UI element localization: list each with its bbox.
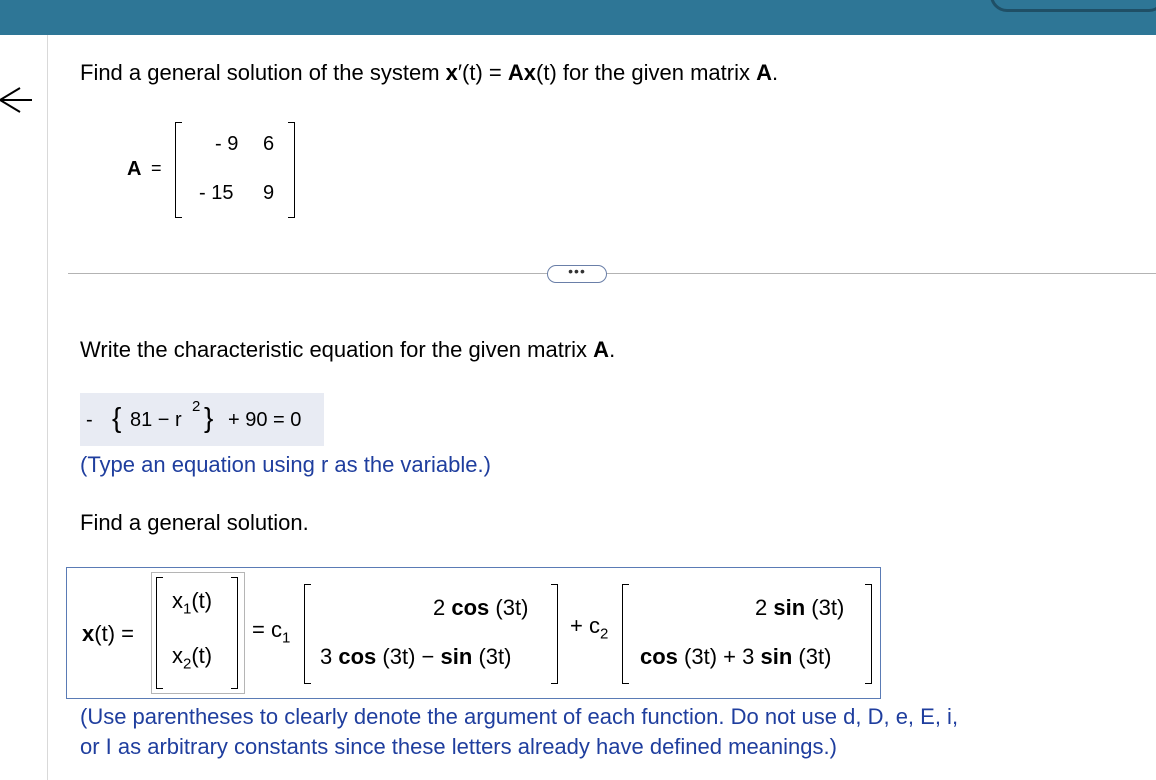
xt-eq: (t) = xyxy=(94,621,134,646)
x1-sub: 1 xyxy=(183,600,192,618)
v1-bot-arg: (3t) − xyxy=(382,644,435,669)
prompt-text-1: Find a general solution of the system xyxy=(80,60,440,85)
c2-sub: 2 xyxy=(599,625,609,643)
c1-sub: 1 xyxy=(281,629,291,647)
v1-right-bracket xyxy=(551,584,558,684)
v2-top-entry[interactable] xyxy=(755,595,844,621)
xt-label xyxy=(82,621,134,647)
part1-prompt xyxy=(80,337,615,363)
x-vector-left-bracket xyxy=(156,577,163,689)
question-prompt xyxy=(80,60,778,86)
more-options-button[interactable]: ••• xyxy=(547,265,607,283)
prompt-text-2: (t) = xyxy=(462,60,502,85)
part2-hint-line1: (Use parentheses to clearly denote the argument of each function. Do not use d, D, e, E, i, xyxy=(80,704,959,729)
matrix-a21: - 15 xyxy=(199,182,234,204)
eq-c1-text: = c xyxy=(252,617,282,642)
v1-top-entry[interactable] xyxy=(433,595,528,621)
answer-right-brace: } xyxy=(204,402,214,433)
x2-sub: 2 xyxy=(183,655,192,673)
part1-prompt-A: A xyxy=(593,337,610,362)
v2-right-bracket xyxy=(865,584,872,684)
answer-minus: - xyxy=(86,409,93,431)
v1-bottom-entry[interactable] xyxy=(320,644,511,670)
x2-x: x xyxy=(172,643,183,668)
xt-x: x xyxy=(82,621,95,646)
plus-c2 xyxy=(570,613,608,642)
x-vector-right-bracket xyxy=(231,577,238,689)
section-divider xyxy=(68,273,1156,274)
prompt-end: . xyxy=(771,60,779,85)
prompt-Ax: Ax xyxy=(507,60,537,85)
matrix-a12: 6 xyxy=(263,133,275,155)
v1-top-fn: cos xyxy=(451,595,490,620)
x1-x: x xyxy=(172,588,183,613)
matrix-equals: = xyxy=(151,158,162,178)
matrix-left-bracket xyxy=(175,122,182,218)
part1-prompt-text: Write the characteristic equation for the given matrix xyxy=(80,337,588,362)
prompt-A: A xyxy=(756,60,772,85)
v1-bot-fn: cos xyxy=(338,644,377,669)
v2-top-num: 2 xyxy=(755,595,768,620)
top-header-bar xyxy=(0,0,1156,35)
part2-hint-line2: or I as arbitrary constants since these letters already have defined meanings.) xyxy=(80,734,837,759)
answer-exponent: 2 xyxy=(192,398,201,415)
prompt-x-vector: x xyxy=(445,60,458,85)
x2-t: (t) xyxy=(191,643,213,668)
v1-top-num: 2 xyxy=(433,595,446,620)
v2-top-arg: (3t) xyxy=(811,595,845,620)
x1-entry xyxy=(172,588,212,617)
matrix-a22: 9 xyxy=(263,182,275,204)
left-divider xyxy=(47,35,48,780)
v1-left-bracket xyxy=(304,584,311,684)
part2-prompt: Find a general solution. xyxy=(80,510,309,535)
v1-bot-num: 3 xyxy=(320,644,333,669)
v2-bot-arg: (3t) + 3 xyxy=(684,644,755,669)
prompt-prime: ′ xyxy=(457,60,463,85)
answer-rest: + 90 = 0 xyxy=(228,409,302,431)
v1-bot-arg2: (3t) xyxy=(478,644,512,669)
matrix-a11: - 9 xyxy=(215,133,239,155)
answer-inner: 81 − r xyxy=(130,409,182,431)
part1-hint: (Type an equation using r as the variable.) xyxy=(80,452,491,477)
v1-bot-fn2: sin xyxy=(440,644,473,669)
matrix-label: A xyxy=(127,158,142,180)
back-arrow-icon[interactable] xyxy=(0,84,34,116)
part1-prompt-end: . xyxy=(609,337,616,362)
v2-top-fn: sin xyxy=(773,595,806,620)
x1-t: (t) xyxy=(191,588,213,613)
matrix-right-bracket xyxy=(288,122,295,218)
v2-bot-fn2: sin xyxy=(760,644,793,669)
v2-bot-fn: cos xyxy=(640,644,678,669)
v2-left-bracket xyxy=(622,584,629,684)
prompt-text-3: (t) for the given matrix xyxy=(536,60,750,85)
v2-bot-arg2: (3t) xyxy=(798,644,832,669)
header-pill[interactable] xyxy=(990,0,1156,12)
x2-entry xyxy=(172,643,212,672)
v2-bottom-entry[interactable] xyxy=(640,644,831,670)
eq-c1 xyxy=(252,617,290,646)
answer-left-brace: { xyxy=(112,402,122,433)
plus-c2-text: + c xyxy=(570,613,600,638)
v1-top-arg: (3t) xyxy=(495,595,529,620)
